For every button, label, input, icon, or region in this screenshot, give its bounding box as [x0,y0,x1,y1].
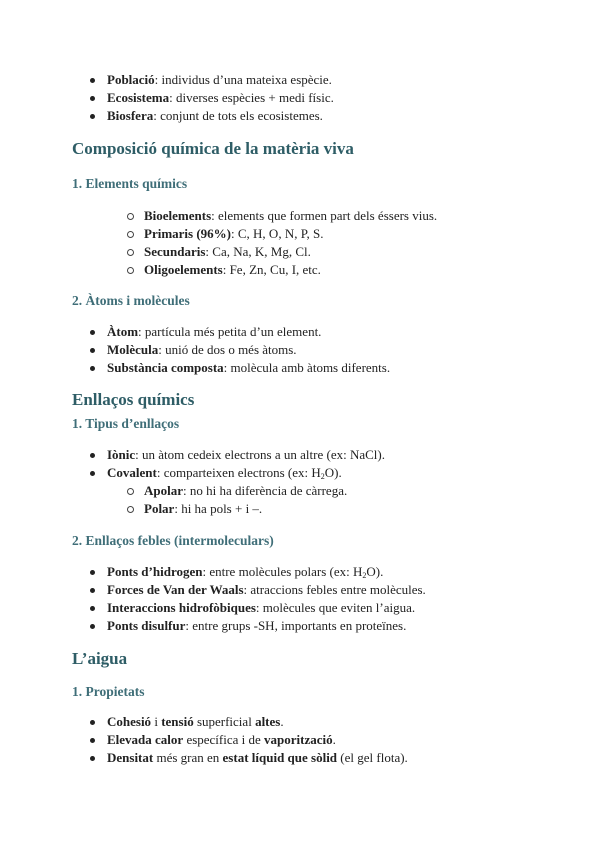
term: Polar [144,501,175,516]
term: altes [255,714,281,729]
term: Àtom [107,324,139,339]
subsection-heading: 1. Tipus d’enllaços [72,416,180,431]
term: Ecosistema [107,90,170,105]
term: Forces de Van der Waals [107,582,244,597]
text: específica i de [183,732,265,747]
list-item [107,731,408,749]
section-heading: Enllaços químics [72,390,195,409]
term: Ponts disulfur [107,618,186,633]
list-item [107,323,390,341]
term: Bioelements [144,208,212,223]
definition: : molècula amb àtoms diferents. [223,360,391,375]
term: Interaccions hidrofòbiques [107,600,256,615]
term: Covalent [107,465,157,480]
text: superficial [193,714,256,729]
term: vaporització [264,732,333,747]
term: Iònic [107,447,136,462]
term: Substància composta [107,360,224,375]
definition: : entre molècules polars (ex: H [202,564,363,579]
atoms-list [107,323,390,377]
subsection-heading: 2. Àtoms i molècules [72,293,190,308]
term: Població [107,72,155,87]
section-heading: Composició química de la matèria viva [72,139,354,158]
list-item [107,617,426,635]
definition: : un àtom cedeix electrons a un altre (ex: NaCl). [135,447,385,462]
definition: : no hi ha diferència de càrrega. [183,483,348,498]
definition: : conjunt de tots els ecosistemes. [153,108,323,123]
term: Oligoelements [144,262,223,277]
definition: : Fe, Zn, Cu, I, etc. [222,262,321,277]
definition: : diverses espècies + medi físic. [169,90,334,105]
definition: : elements que formen part dels éssers vius. [211,208,438,223]
list-item [144,500,347,518]
subscript: 2 [320,472,325,481]
list-item [144,243,437,261]
term: Elevada calor [107,732,184,747]
list-item [144,261,437,279]
list-item [107,599,426,617]
list-item [107,359,390,377]
list-item [107,71,334,89]
term: Primaris (96%) [144,226,232,241]
text: més gran en [153,750,223,765]
term: Ponts d’hidrogen [107,564,203,579]
list-item [107,713,408,731]
list-item [144,482,347,500]
text: . [280,714,284,729]
subscript: 2 [362,571,367,580]
bond-types-list [107,446,385,482]
term: Cohesió [107,714,152,729]
text: (el gel flota). [337,750,408,765]
definition: : C, H, O, N, P, S. [231,226,324,241]
definition: : molècules que eviten l’aigua. [255,600,416,615]
term: Secundaris [144,244,206,259]
term: Apolar [144,483,183,498]
term: tensió [161,714,194,729]
list-item [144,225,437,243]
list-item [107,749,408,767]
section-heading: L’aigua [72,649,128,668]
list-item [107,446,385,464]
definition: : Ca, Na, K, Mg, Cl. [205,244,311,259]
definition: : comparteixen electrons (ex: H [156,465,321,480]
term: Biosfera [107,108,154,123]
definition: : partícula més petita d’un element. [138,324,322,339]
list-item [107,341,390,359]
term: estat líquid que sòlid [222,750,338,765]
definition: : entre grups -SH, importants en proteïnes. [185,618,407,633]
definition-end: O). [324,465,342,480]
list-item [107,563,426,581]
definition: : unió de dos o més àtoms. [158,342,297,357]
weak-bonds-list [107,563,426,635]
definition-end: O). [366,564,384,579]
term: Densitat [107,750,154,765]
covalent-subtypes-list [144,482,347,518]
definition: : hi ha pols + i –. [174,501,263,516]
text: i [151,714,162,729]
elements-list [144,207,437,279]
list-item [107,107,334,125]
intro-list [107,71,334,125]
subsection-heading: 2. Enllaços febles (intermoleculars) [72,533,274,548]
definition: : atraccions febles entre molècules. [243,582,426,597]
text: . [332,732,336,747]
subsection-heading: 1. Propietats [72,684,145,699]
term: Molècula [107,342,159,357]
list-item [144,207,437,225]
list-item [107,581,426,599]
water-properties-list [107,713,408,767]
list-item [107,464,385,482]
subsection-heading: 1. Elements químics [72,176,188,191]
definition: : individus d’una mateixa espècie. [154,72,332,87]
list-item [107,89,334,107]
